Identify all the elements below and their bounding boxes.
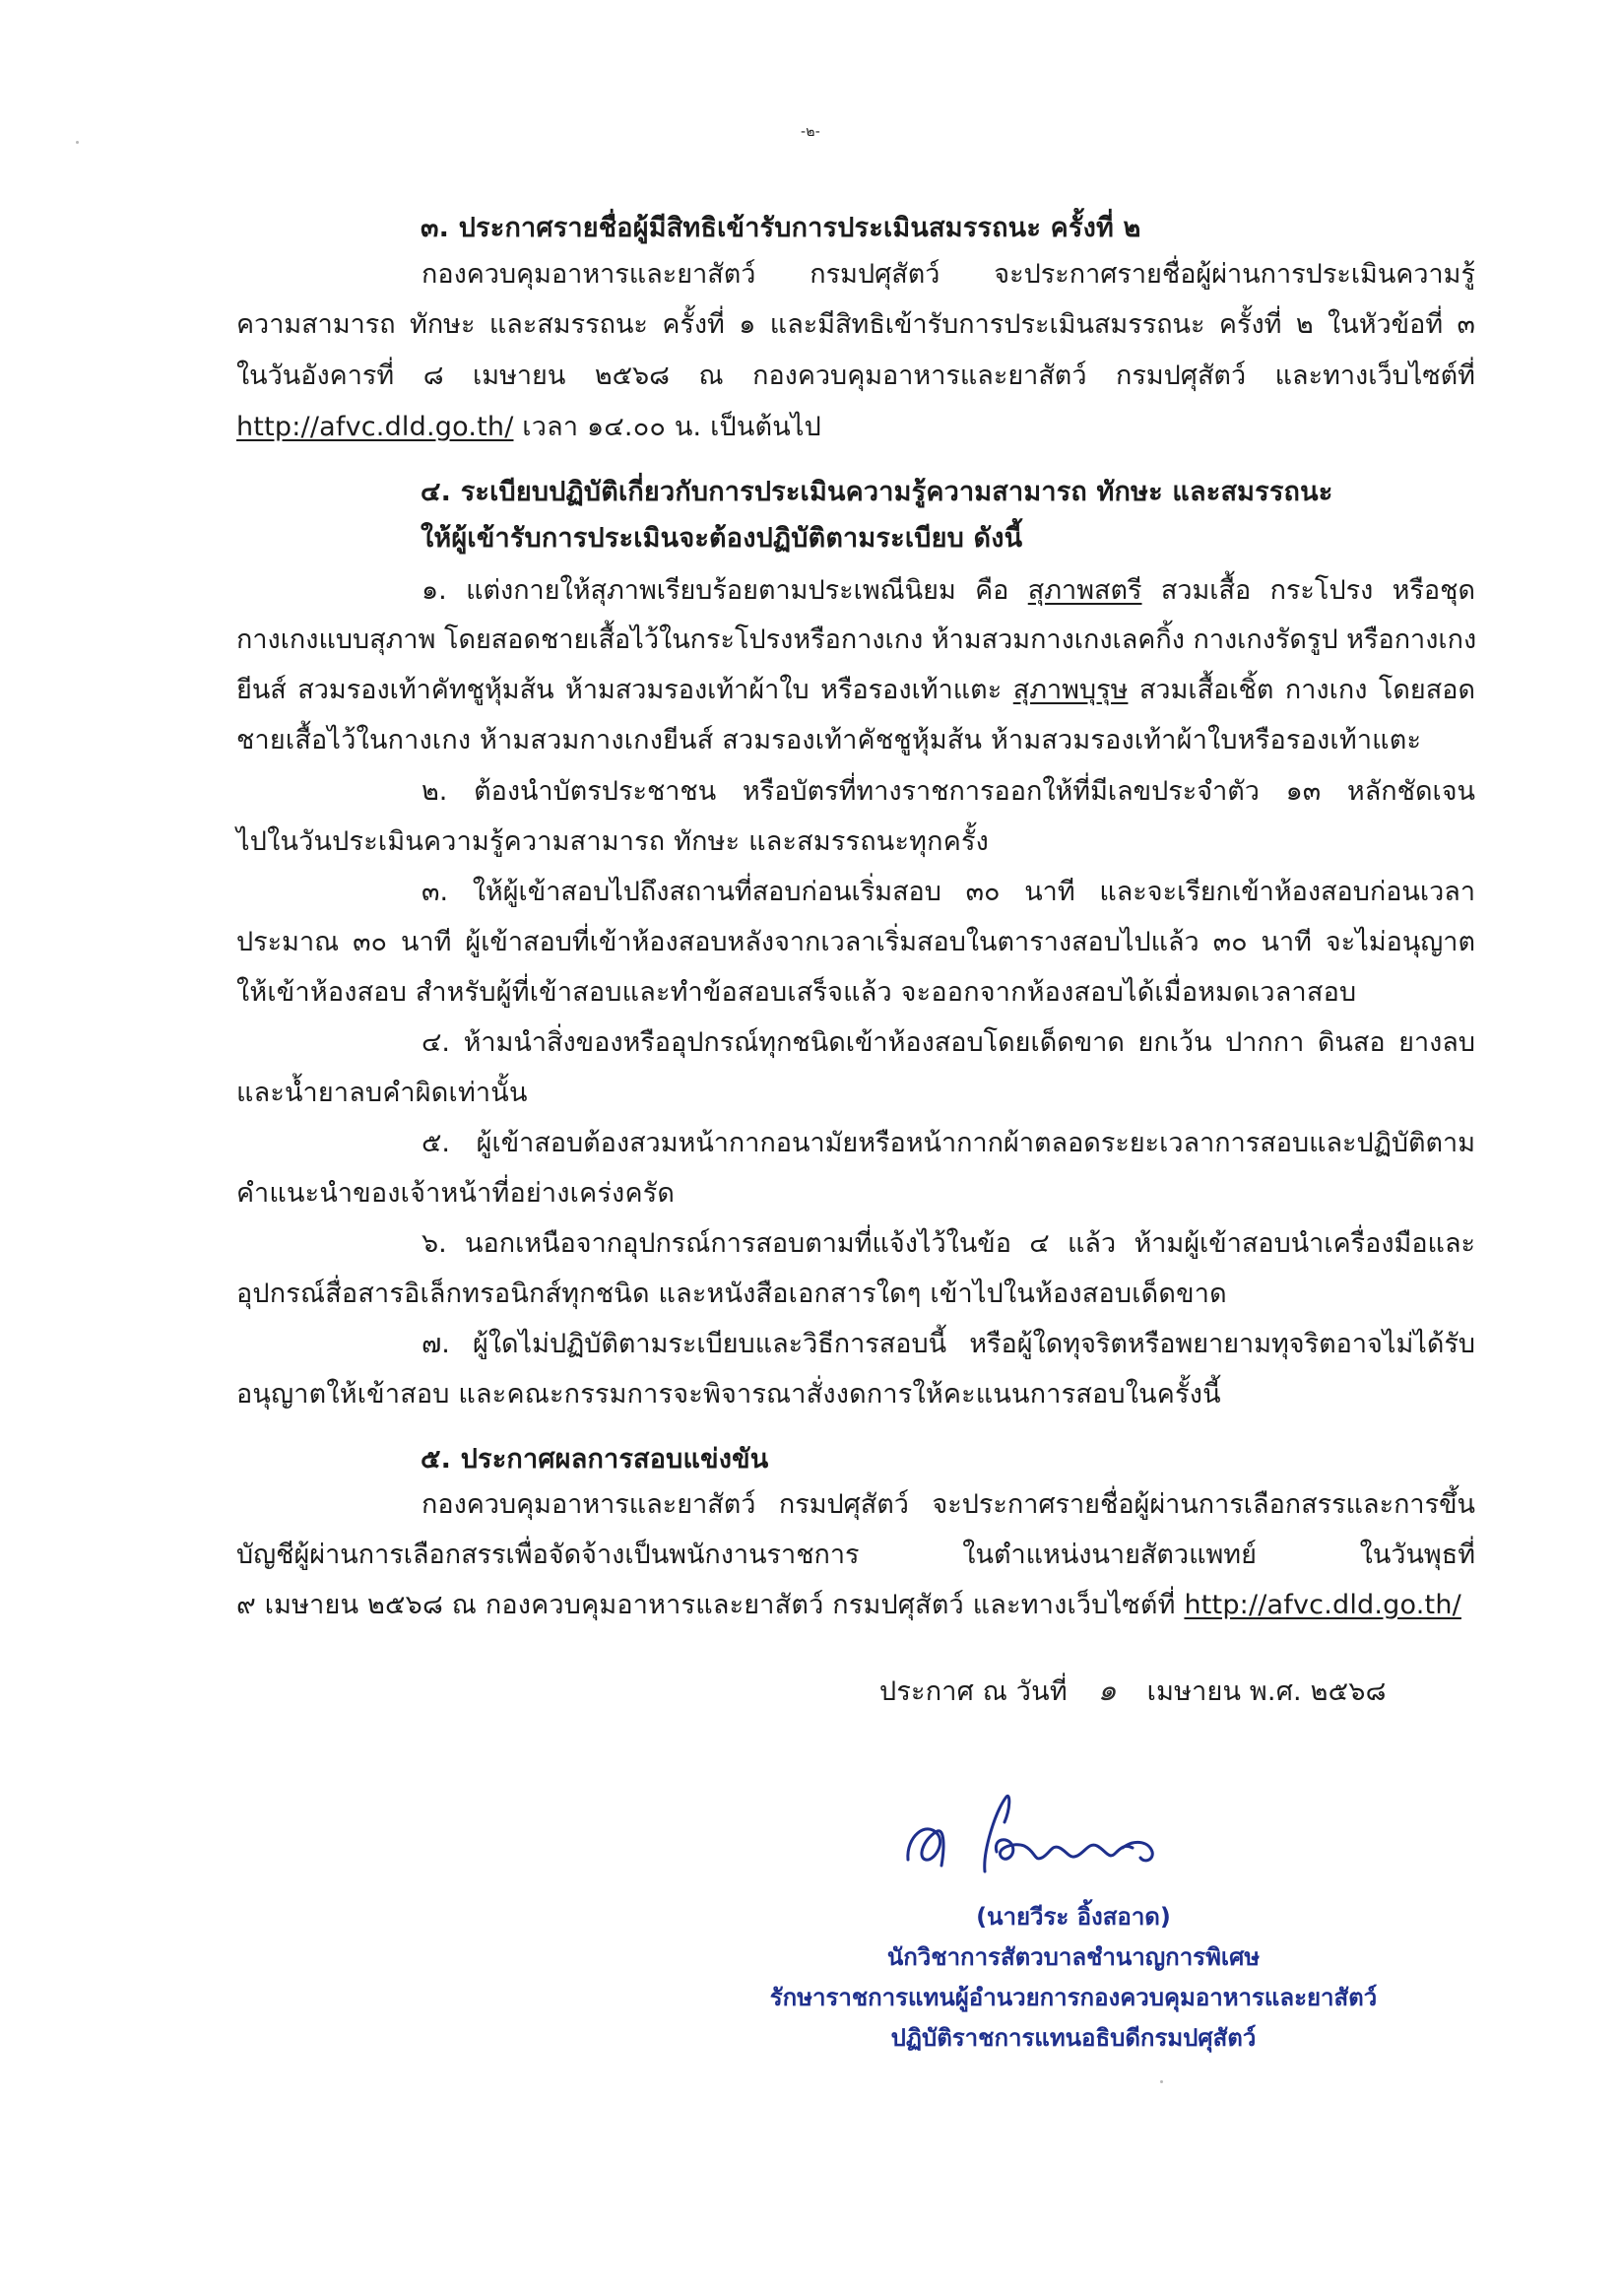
rule-item-3-line: ๓. ให้ผู้เข้าสอบไปถึงสถานที่สอบก่อนเริ่มสอบ ๓๐ นาที และจะเรียกเข้าห้องสอบก่อนเวลา [421,877,1475,907]
section5-heading: ๕. ประกาศผลการสอบแข่งขัน [421,1444,769,1475]
announcement-prefix: ประกาศ ณ วันที่ [879,1676,1068,1707]
rule-item-3-line: ประมาณ ๓๐ นาที ผู้เข้าสอบที่เข้าห้องสอบหลังจากเวลาเริ่มสอบในตารางสอบไปแล้ว ๓๐ นาที จะไม่อนุญาต [236,927,1475,957]
signatory-acting-position: รักษาราชการแทนผู้อำนวยการกองควบคุมอาหารและยาสัตว์ [769,1984,1378,2011]
rule-item-7-line: อนุญาตให้เข้าสอบ และคณะกรรมการจะพิจารณาสั่งงดการให้คะแนนการสอบในครั้งนี้ [236,1379,1221,1410]
signatory-name: (นายวีระ อิ้งสอาด) [976,1903,1171,1931]
rule-item-1-line [421,571,1475,611]
section3-link-line [236,408,821,447]
rule-item-6-line: อุปกรณ์สื่อสารอิเล็กทรอนิกส์ทุกชนิด และหนังสือเอกสารใดๆ เข้าไปในห้องสอบเด็ดขาด [236,1279,1227,1309]
rule-text: สวมเสื้อ กระโปรง หรือชุด [1141,575,1475,606]
rule-text: ยีนส์ สวมรองเท้าคัทชูหุ้มส้น ห้ามสวมรองเท้าผ้าใบ หรือรองเท้าแตะ [236,675,1013,705]
section3-heading: ๓. ประกาศรายชื่อผู้มีสิทธิเข้ารับการประเมินสมรรถนะ ครั้งที่ ๒ [421,213,1141,243]
rule-item-1-line: ชายเสื้อไว้ในกางเกง ห้ามสวมกางเกงยีนส์ สวมรองเท้าคัชชูหุ้มส้น ห้ามสวมรองเท้าผ้าใบหรือรองเท้าแตะ [236,725,1422,755]
rule-text: สวมเสื้อเชิ้ต กางเกง โดยสอด [1128,675,1475,705]
rule-item-2-line: ไปในวันประเมินความรู้ความสามารถ ทักษะ และสมรรถนะทุกครั้ง [236,826,990,857]
scan-speck [76,141,79,144]
announcement-month-year: เมษายน พ.ศ. ๒๕๖๘ [1146,1676,1387,1707]
rule-item-1-line [236,671,1475,710]
announcement-date [879,1672,1387,1711]
section5-link-line [236,1586,1461,1625]
rule-item-2-line: ๒. ต้องนำบัตรประชาชน หรือบัตรที่ทางราชการออกให้ที่มีเลขประจำตัว ๑๓ หลักชัดเจน [421,776,1475,807]
section5-line: กองควบคุมอาหารและยาสัตว์ กรมปศุสัตว์ จะประกาศรายชื่อผู้ผ่านการเลือกสรรและการขึ้น [421,1489,1475,1520]
section5-text: ๙ เมษายน ๒๕๖๘ ณ กองควบคุมอาหารและยาสัตว์ กรมปศุสัตว์ และทางเว็บไซต์ที่ [236,1590,1185,1620]
rule-item-7-line: ๗. ผู้ใดไม่ปฏิบัติตามระเบียบและวิธีการสอบนี้ หรือผู้ใดทุจริตหรือพยายามทุจริตอาจไม่ได้รับ [421,1329,1475,1359]
section5-line: บัญชีผู้ผ่านการเลือกสรรเพื่อจัดจ้างเป็นพนักงานราชการ ในตำแหน่งนายสัตวแพทย์ ในวันพุธที่ [236,1540,1475,1570]
rule-item-4-line: ๔. ห้ามนำสิ่งของหรืออุปกรณ์ทุกชนิดเข้าห้องสอบโดยเด็ดขาด ยกเว้น ปากกา ดินสอ ยางลบ [421,1027,1475,1058]
rule-item-1-line: กางเกงแบบสุภาพ โดยสอดชายเสื้อไว้ในกระโปรงหรือกางเกง ห้ามสวมกางเกงเลคกิ้ง กางเกงรัดรูป หรือกางเกง [236,624,1477,655]
signatory-position: นักวิชาการสัตวบาลชำนาญการพิเศษ [886,1943,1261,1971]
rule-underlined-text: สุภาพบุรุษ [1012,675,1129,705]
scan-speck [1160,2080,1163,2083]
rule-underlined-text: สุภาพสตรี [1027,575,1142,606]
section3-line: ความสามารถ ทักษะ และสมรรถนะ ครั้งที่ ๑ และมีสิทธิเข้ารับการประเมินสมรรถนะ ครั้งที่ ๒ ในหัวข้อที่ ๓ [236,309,1475,340]
website-link[interactable]: http://afvc.dld.go.th/ [1184,1590,1461,1620]
rule-item-5-line: ๕. ผู้เข้าสอบต้องสวมหน้ากากอนามัยหรือหน้ากากผ้าตลอดระยะเวลาการสอบและปฏิบัติตาม [421,1128,1475,1158]
section3-line: ในวันอังคารที่ ๘ เมษายน ๒๕๖๘ ณ กองควบคุมอาหารและยาสัตว์ กรมปศุสัตว์ และทางเว็บไซต์ที่ [236,361,1475,391]
handwritten-signature [886,1783,1221,1891]
signatory-delegation: ปฏิบัติราชการแทนอธิบดีกรมปศุสัตว์ [890,2024,1257,2052]
rule-text: ๑. แต่งกายให้สุภาพเรียบร้อยตามประเพณีนิยม คือ [421,575,1028,606]
page-number: -๒- [801,124,820,140]
rule-item-5-line: คำแนะนำของเจ้าหน้าที่อย่างเคร่งครัด [236,1178,676,1209]
rule-item-6-line: ๖. นอกเหนือจากอุปกรณ์การสอบตามที่แจ้งไว้ในข้อ ๔ แล้ว ห้ามผู้เข้าสอบนำเครื่องมือและ [421,1228,1475,1259]
section3-line: กองควบคุมอาหารและยาสัตว์ กรมปศุสัตว์ จะประกาศรายชื่อผู้ผ่านการประเมินความรู้ [421,259,1475,290]
section4-heading-line2: ให้ผู้เข้ารับการประเมินจะต้องปฏิบัติตามระเบียบ ดังนี้ [421,523,1023,554]
section4-heading-line1: ๔. ระเบียบปฏิบัติเกี่ยวกับการประเมินความรู้ความสามารถ ทักษะ และสมรรถนะ [421,477,1333,507]
time-text: เวลา ๑๔.๐๐ น. เป็นต้นไป [513,412,822,442]
website-link[interactable]: http://afvc.dld.go.th/ [236,412,514,442]
rule-item-3-line: ให้เข้าห้องสอบ สำหรับผู้ที่เข้าสอบและทำข้อสอบเสร็จแล้ว จะออกจากห้องสอบได้เมื่อหมดเวลาสอบ [236,977,1357,1008]
rule-item-4-line: และน้ำยาลบคำผิดเท่านั้น [236,1078,528,1108]
announcement-day: ๑ [1097,1673,1117,1708]
